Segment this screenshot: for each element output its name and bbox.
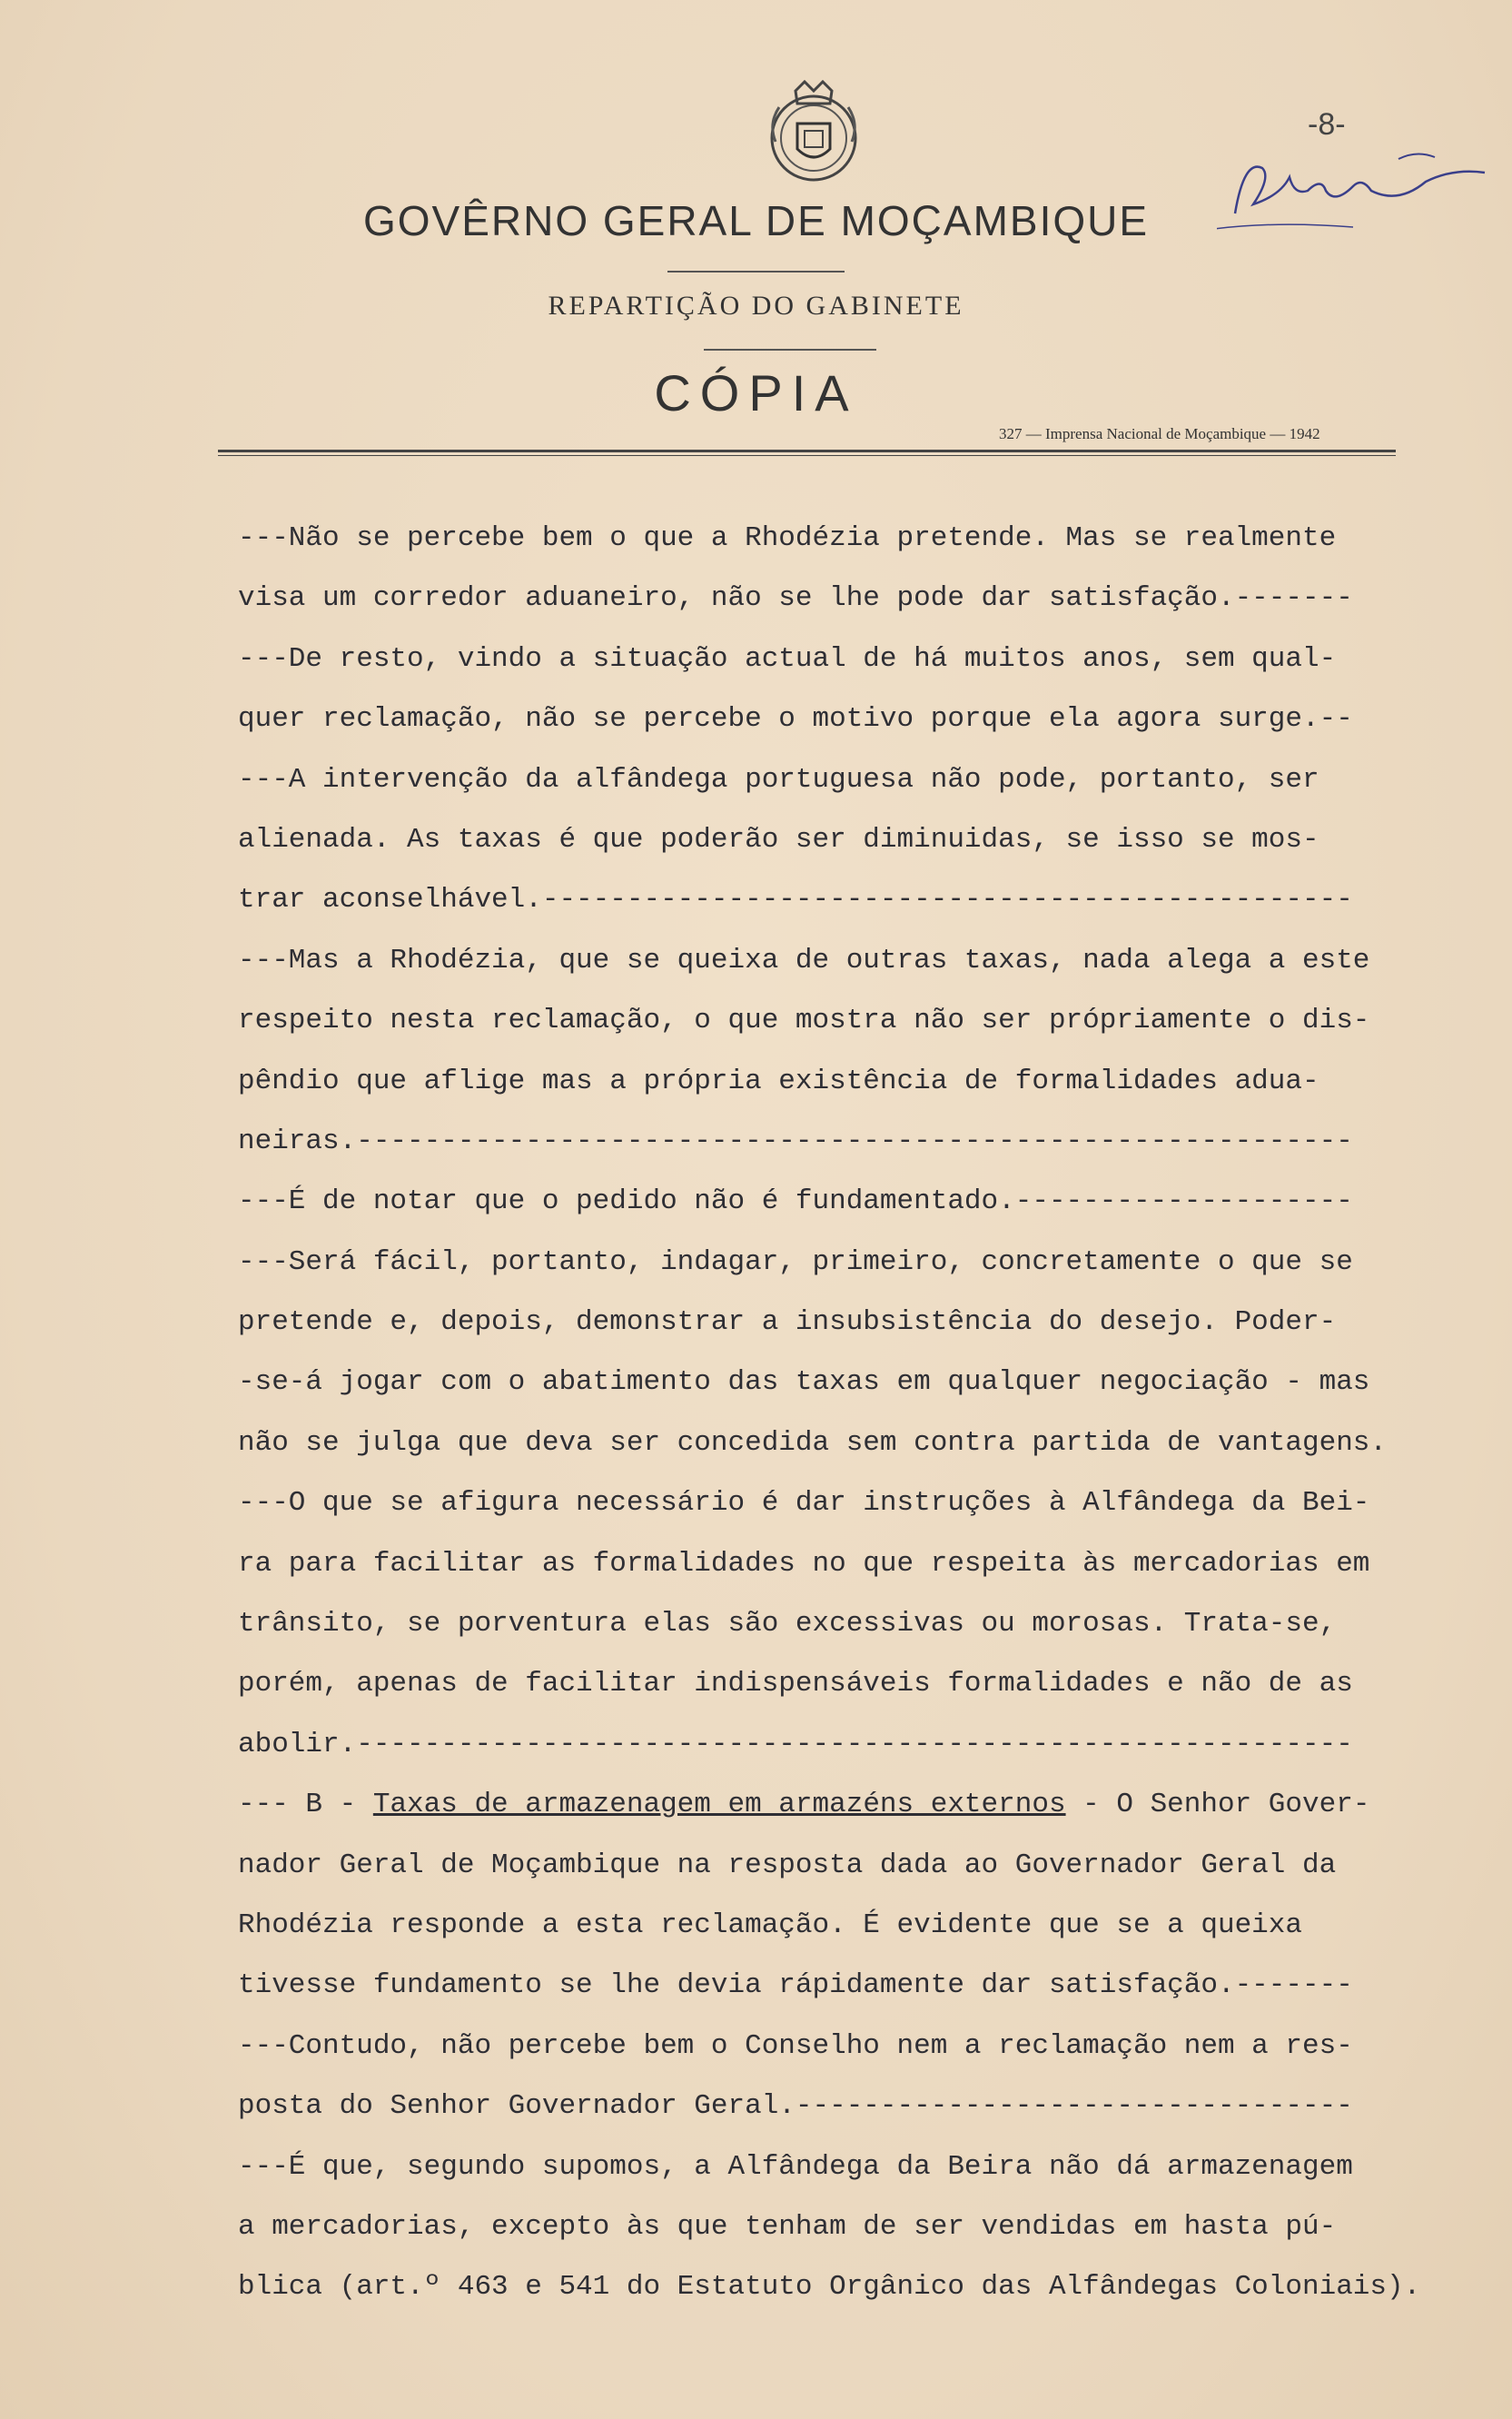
body-line: posta do Senhor Governador Geral.--------------------------------- — [238, 2090, 1353, 2123]
body-line: ---Será fácil, portanto, indagar, primeiro, concretamente o que se — [238, 1245, 1353, 1278]
body-line: ---Não se percebe bem o que a Rhodézia pretende. Mas se realmente — [238, 522, 1337, 554]
body-line: ---Contudo, não percebe bem o Conselho nem a reclamação nem a res- — [238, 2029, 1353, 2062]
body-line: ---O que se afigura necessário é dar instruções à Alfândega da Bei- — [238, 1487, 1370, 1520]
section-prefix: --- B - — [238, 1789, 373, 1821]
body-line: ---A intervenção da alfândega portuguesa não pode, portanto, ser — [238, 763, 1319, 796]
body-line: pretende e, depois, demonstrar a insubsistência do desejo. Poder- — [238, 1306, 1337, 1339]
document-header-subtitle: REPARTIÇÃO DO GABINETE — [548, 291, 964, 321]
subtitle-divider — [704, 349, 876, 351]
body-line — [238, 1775, 1491, 1835]
body-line: quer reclamação, não se percebe o motivo porque ela agora surge.-- — [238, 703, 1353, 736]
body-line: ---É de notar que o pedido não é fundamentado.-------------------- — [238, 1185, 1353, 1218]
body-line: respeito nesta reclamação, o que mostra não ser própriamente o dis- — [238, 1005, 1370, 1037]
body-line: nador Geral de Moçambique na resposta dada ao Governador Geral da — [238, 1849, 1337, 1881]
body-line: visa um corredor aduaneiro, não se lhe pode dar satisfação.------- — [238, 582, 1353, 615]
body-line: pêndio que aflige mas a própria existência de formalidades adua- — [238, 1065, 1319, 1097]
body-line: tivesse fundamento se lhe devia rápidamente dar satisfação.------- — [238, 1969, 1353, 2002]
body-line: ---Mas a Rhodézia, que se queixa de outras taxas, nada alega a este — [238, 944, 1370, 977]
body-line: ---De resto, vindo a situação actual de há muitos anos, sem qual- — [238, 642, 1337, 675]
body-line: ---É que, segundo supomos, a Alfândega da Beira não dá armazenagem — [238, 2150, 1353, 2183]
title-divider — [667, 271, 845, 273]
section-suffix: - O Senhor Gover- — [1065, 1789, 1370, 1821]
section-heading-underlined: Taxas de armazenagem em armazéns externos — [372, 1789, 1066, 1821]
coat-of-arms-emblem — [759, 78, 868, 187]
body-line: ra para facilitar as formalidades no que respeita às mercadorias em — [238, 1547, 1370, 1580]
body-line: Rhodézia responde a esta reclamação. É evidente que se a queixa — [238, 1908, 1302, 1941]
copy-label: CÓPIA — [654, 364, 858, 421]
header-double-rule-thin — [218, 455, 1396, 456]
page-number: -8- — [1308, 107, 1346, 142]
body-line: trar aconselhável.------------------------------------------------ — [238, 884, 1353, 917]
body-line: abolir.----------------------------------------------------------- — [238, 1728, 1353, 1760]
printer-imprint: 327 — Imprensa Nacional de Moçambique — 1942 — [999, 425, 1320, 442]
body-line: não se julga que deva ser concedida sem contra partida de vantagens. — [238, 1426, 1388, 1459]
body-line: alienada. As taxas é que poderão ser diminuidas, se isso se mos- — [238, 823, 1319, 856]
body-line: a mercadorias, excepto às que tenham de ser vendidas em hasta pú- — [238, 2210, 1337, 2243]
handwritten-signature — [1217, 141, 1489, 241]
body-line: porém, apenas de facilitar indispensáveis formalidades e não de as — [238, 1668, 1353, 1700]
body-line: -se-á jogar com o abatimento das taxas em qualquer negociação - mas — [238, 1366, 1370, 1399]
document-header-title: GOVÊRNO GERAL DE MOÇAMBIQUE — [362, 197, 1150, 244]
body-line: blica (art.º 463 e 541 do Estatuto Orgânico das Alfândegas Coloniais). — [238, 2271, 1421, 2304]
header-double-rule — [218, 450, 1396, 452]
body-line: neiras.----------------------------------------------------------- — [238, 1125, 1353, 1157]
typewritten-body — [238, 509, 1491, 2318]
body-line: trânsito, se porventura elas são excessivas ou morosas. Trata-se, — [238, 1608, 1337, 1641]
